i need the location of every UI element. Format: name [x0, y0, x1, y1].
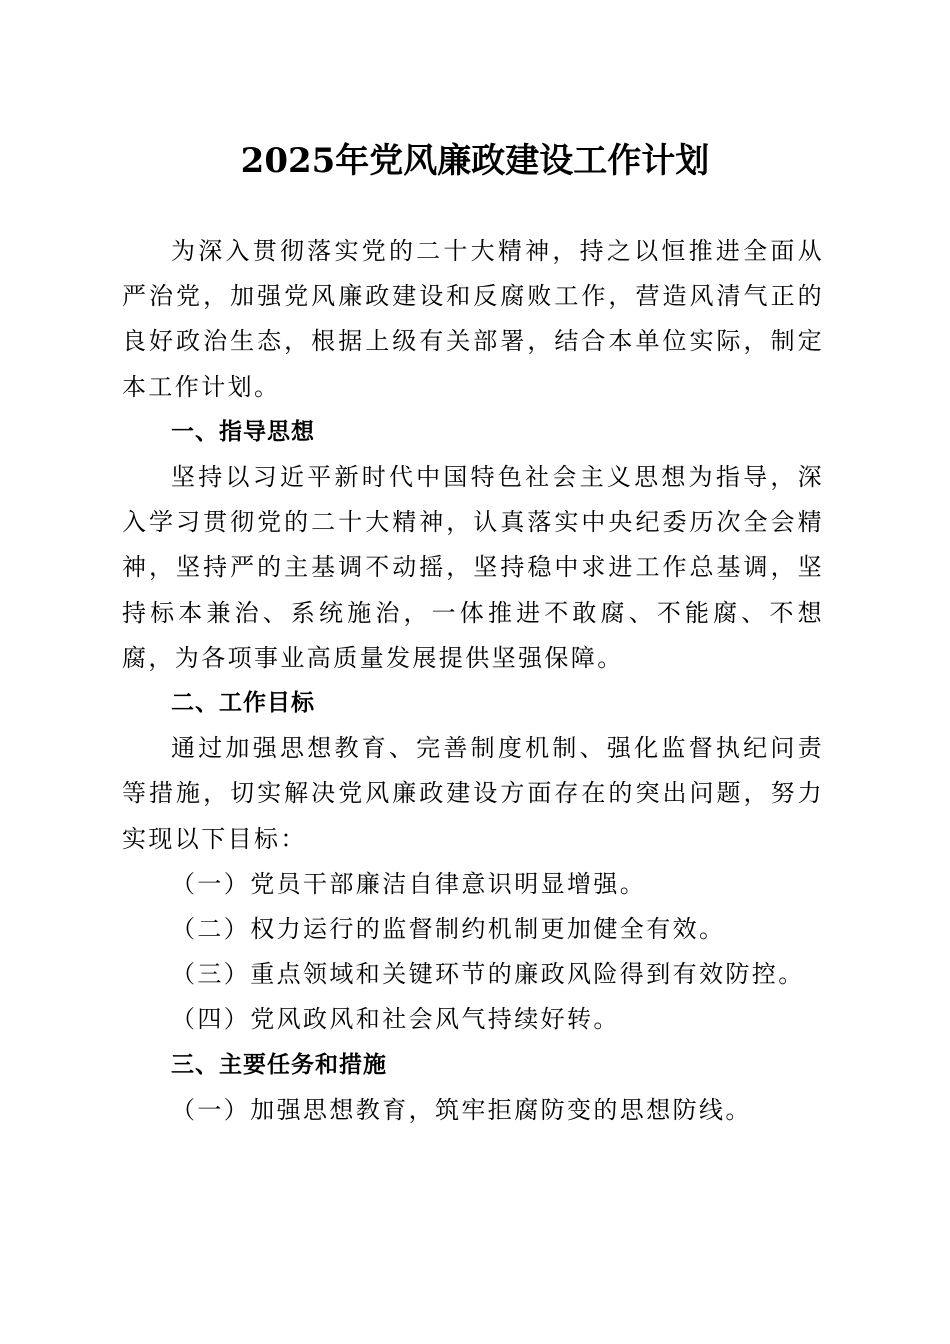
goal-item-4: （四）党风政风和社会风气持续好转。 — [171, 1005, 620, 1034]
goal-item-2: （二）权力运行的监督制约机制更加健全有效。 — [171, 915, 726, 944]
intro-paragraph: 为深入贯彻落实党的二十大精神，持之以恒推进全面从严治党，加强党风廉政建设和反腐败工作，营造风清气正的良好政治生态，根据上级有关部署，结合本单位实际，制定本工作计划。 — [122, 237, 824, 401]
section-heading-main-tasks: 三、主要任务和措施 — [171, 1051, 387, 1078]
section-heading-work-goals: 二、工作目标 — [171, 690, 315, 717]
document-body — [122, 229, 824, 1133]
section-heading-guiding-ideology: 一、指导思想 — [171, 418, 315, 445]
goal-item-1: （一）党员干部廉洁自律意识明显增强。 — [171, 869, 647, 898]
guiding-ideology-paragraph: 坚持以习近平新时代中国特色社会主义思想为指导，深入学习贯彻党的二十大精神，认真落实中央纪委历次全会精神，坚持严的主基调不动摇，坚持稳中求进工作总基调，坚持标本兼治、系统施治，一体推进不敢腐、不能腐、不想腐，为各项事业高质量发展提供坚强保障。 — [122, 463, 824, 672]
goal-item-3: （三）重点领域和关键环节的廉政风险得到有效防控。 — [171, 960, 805, 989]
work-goals-paragraph: 通过加强思想教育、完善制度机制、强化监督执纪问责等措施，切实解决党风廉政建设方面存在的突出问题，努力实现以下目标： — [122, 734, 824, 853]
document-title: 2025年党风廉政建设工作计划 — [240, 141, 710, 181]
task-item-1: （一）加强思想教育，筑牢拒腐防变的思想防线。 — [171, 1095, 752, 1124]
